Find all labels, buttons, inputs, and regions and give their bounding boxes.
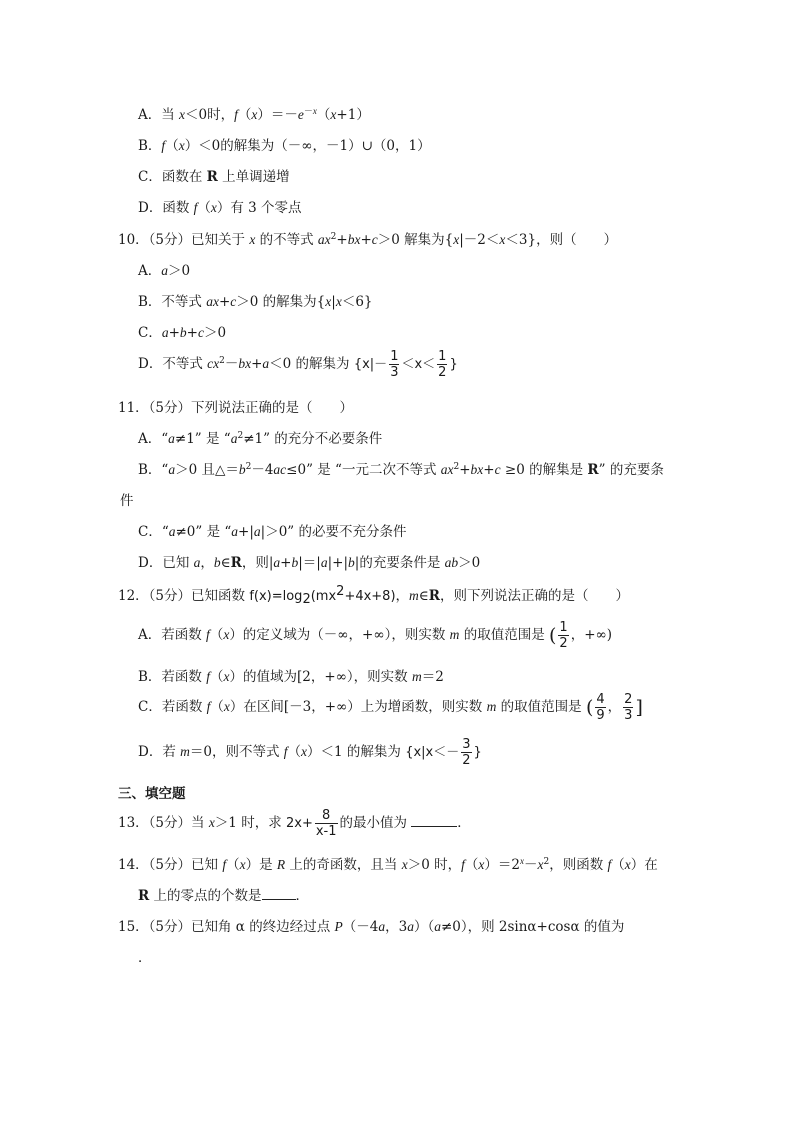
- q11-option-a: A．“a≠1” 是 “$a^2\ne 1$” 的充分不必要条件: [138, 431, 383, 447]
- q9-option-a: A．当 x＜0时，$f(x)=-e^{-x}(x+1)$: [138, 106, 370, 123]
- q10-option-c: C．a+b+c＞0: [138, 325, 227, 341]
- q10-option-a: A．a＞0: [138, 263, 191, 279]
- q12-stem: 12．（5分）已知函数 $f(x)=\log_2(mx^2+4x+8)$，m∈R，则下列说法正确的是（ ）: [118, 584, 630, 607]
- q12-option-d: D．若 m＝0，则不等式 f（x）＜1 的解集为 {x|x＜－ $\frac{3}{2}$ }: [138, 737, 482, 768]
- q11-option-b-continued: 件: [120, 493, 134, 509]
- fraction-eight-over-x-minus-1: $\frac{8}{x-1}$: [315, 808, 337, 839]
- q11-stem: 11．（5分）下列说法正确的是（ ）: [118, 400, 354, 416]
- fraction-three-halves: $\frac{3}{2}$: [462, 737, 471, 768]
- fraction-one-half: $\frac{1}{2}$: [438, 349, 447, 380]
- q14-stem-line-2: R 上的零点的个数是 ．: [138, 888, 310, 904]
- q12-option-b: B．若函数 f（x）的值域为[2，+∞），则实数 m＝2: [138, 669, 444, 685]
- q12-option-a: A．若函数 f（x）的定义域为（－∞，+∞），则实数 m 的取值范围是 ( $\frac{1}{2}$ ，+∞): [138, 620, 613, 651]
- q10-stem: 10．（5分）已知关于 x 的不等式 $ax^2+bx+c>0$ 解集为{x|－2＜x＜3}，则（ ）: [118, 232, 618, 248]
- q9-option-d: D．函数 f（x）有 3 个零点: [138, 200, 302, 216]
- fraction-two-thirds: $\frac{2}{3}$: [624, 692, 633, 723]
- fraction-four-ninths: $\frac{4}{9}$: [596, 692, 605, 723]
- q9-option-b: B．f（x）＜0的解集为（－∞，－1）∪（0，1）: [138, 138, 431, 154]
- q15-stem-line-2: ．: [138, 950, 152, 966]
- answer-blank[interactable]: [262, 887, 296, 900]
- section-heading-fill-in: 三、填空题: [118, 786, 186, 802]
- q11-option-b: B．“a＞0 且$\triangle=b^2-4ac\le 0$” 是 “一元二次不等式 $ax^2+bx+c \ge 0$ 的解集是 R” 的充要条: [138, 462, 664, 478]
- q15-stem-line-1: 15．（5分）已知角 α 的终边经过点 P（－4a，3a）（a≠0），则 2sinα+cosα 的值为: [118, 919, 625, 935]
- q14-stem-line-1: 14．（5分）已知 f（x）是 R 上的奇函数，且当 x＞0 时，$f(x)=2^x-x^2$，则函数 f（x）在: [118, 856, 658, 873]
- q9-option-c: C．函数在 R 上单调递增: [138, 169, 290, 185]
- q10-option-d: D．不等式 $cx^2-bx+a<0$ 的解集为 {x|－ $\frac{1}{3}$ ＜x＜ $\frac{1}{2}$ }: [138, 349, 458, 380]
- answer-blank[interactable]: [411, 814, 457, 827]
- q12-option-c: C．若函数 f（x）在区间[－3，+∞）上为增函数，则实数 m 的取值范围是 ( $\frac{4}{9}$ ， $\frac{2}{3}$ ]: [138, 692, 643, 723]
- fraction-one-half: $\frac{1}{2}$: [559, 620, 568, 651]
- q13-stem: 13．（5分）当 x＞1 时，求 2x+ $\frac{8}{x-1}$ 的最小值为 ．: [118, 808, 471, 839]
- q11-option-c: C．“a≠0” 是 “a+|a|＞0” 的必要不充分条件: [138, 524, 407, 540]
- fraction-one-third: $\frac{1}{3}$: [390, 349, 399, 380]
- q10-option-b: B．不等式 ax+c＞0 的解集为{x|x＜6}: [138, 294, 373, 310]
- q11-option-d: D．已知 a，b∈R，则|a+b|＝|a|+|b|的充要条件是 ab＞0: [138, 555, 481, 571]
